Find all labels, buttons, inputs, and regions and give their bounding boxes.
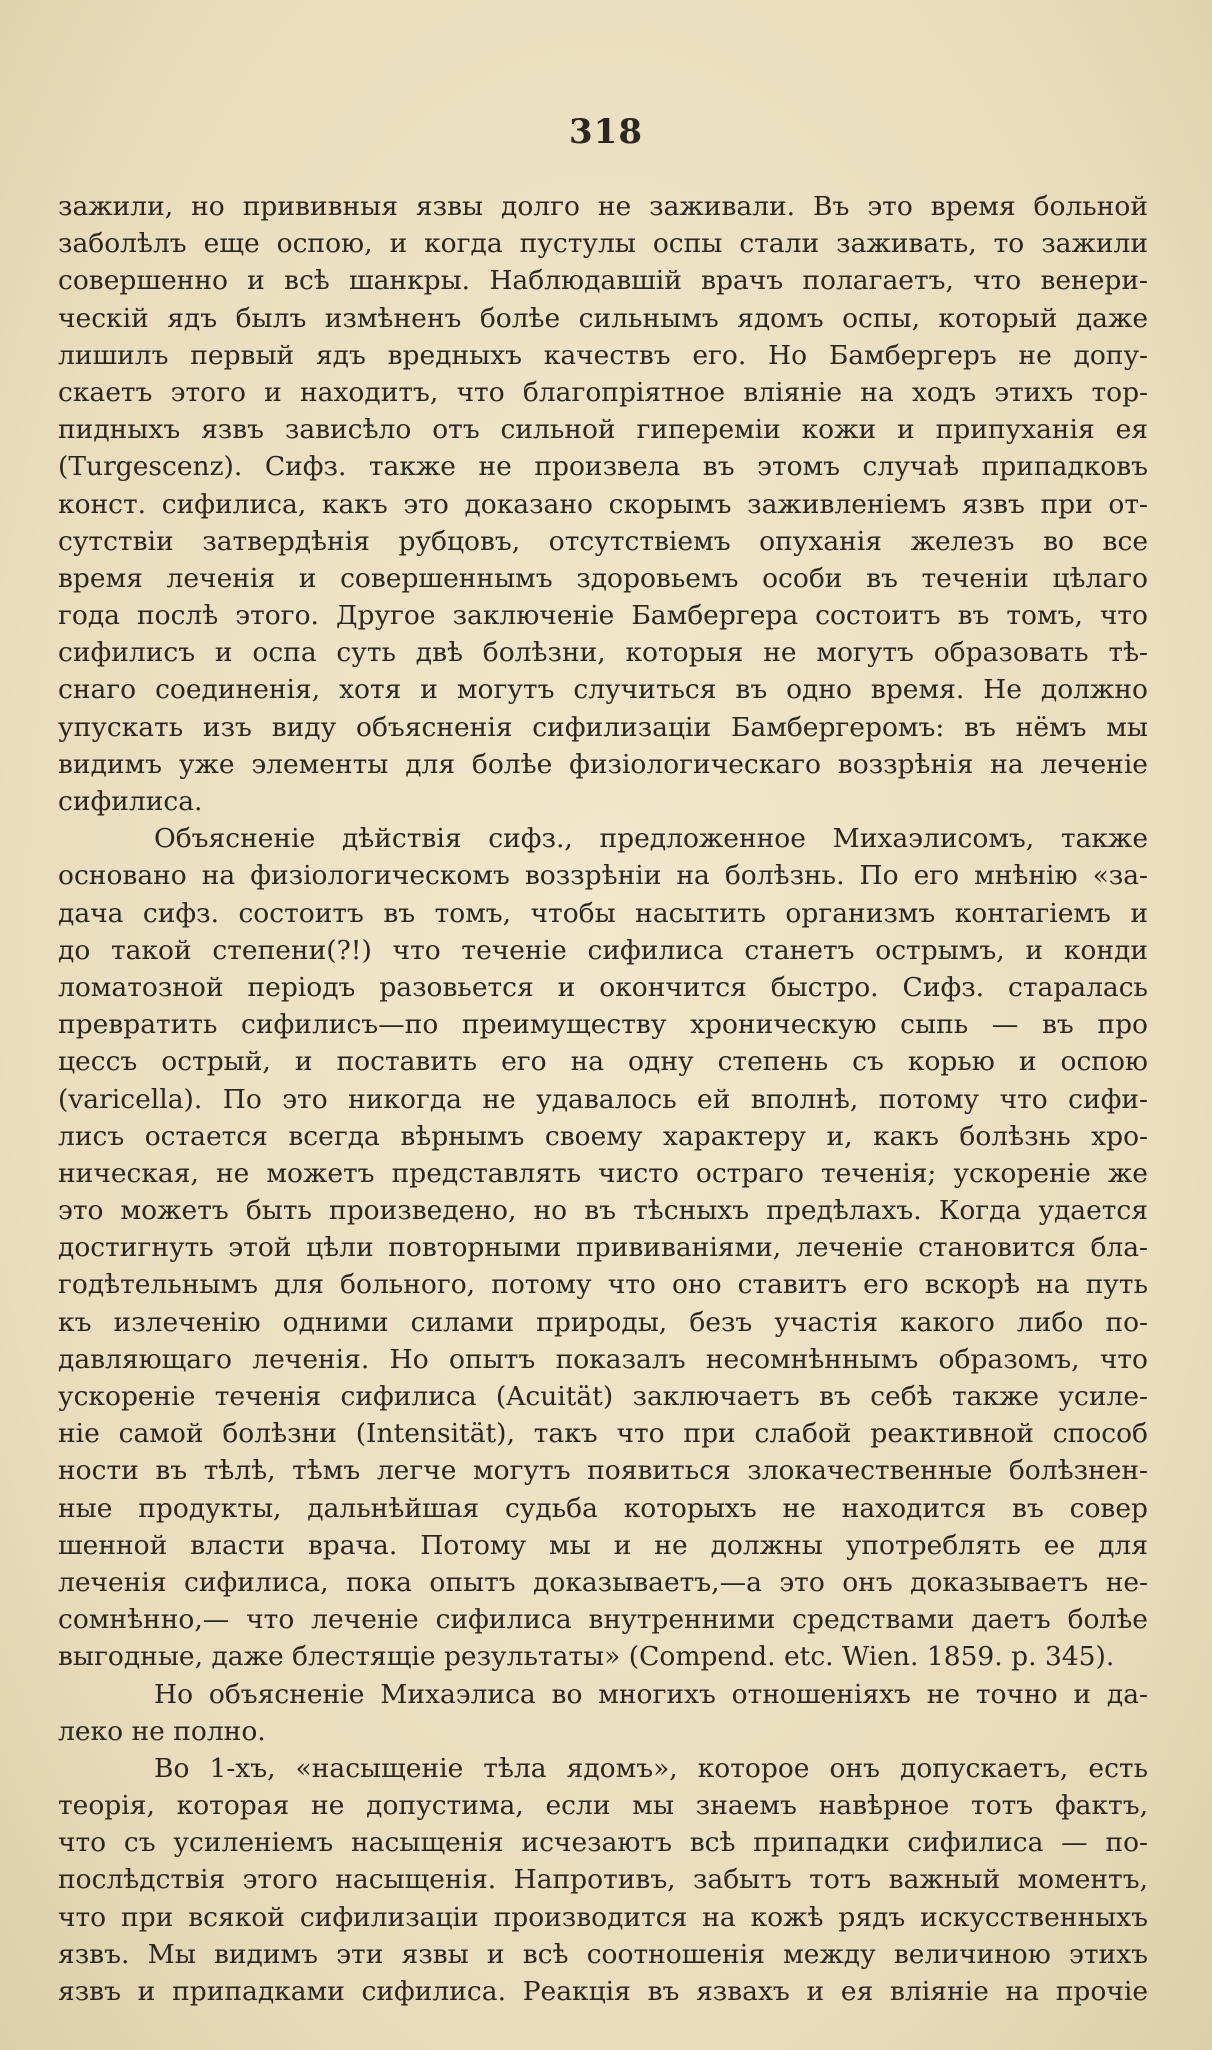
text-line: что съ усиленіемъ насыщенія исчезаютъ всѣ припадки сифилиса — по- (58, 1827, 1148, 1859)
text-line: цессъ острый, и поставить его на одну степень съ корью и оспою (58, 1046, 1148, 1078)
text-line: сифилисъ и оспа суть двѣ болѣзни, которыя не могутъ образовать тѣ- (58, 637, 1148, 669)
text-line: леченія сифилиса, пока опытъ доказываетъ,—а это онъ доказываетъ не- (58, 1566, 1148, 1598)
text-line: Но объясненіе Михаэлиса во многихъ отношеніяхъ не точно и да- (154, 1678, 1148, 1710)
text-line: язвъ и припадками сифилиса. Реакція въ язвахъ и ея вліяніе на прочіе (58, 1976, 1148, 2007)
text-line: давляющаго леченія. Но опытъ показалъ несомнѣннымъ образомъ, что (58, 1343, 1148, 1375)
text-line: лисъ остается всегда вѣрнымъ своему характеру и, какъ болѣзнь хро- (58, 1120, 1148, 1152)
text-line: ности въ тѣлѣ, тѣмъ легче могутъ появиться злокачественные болѣзнен- (58, 1455, 1148, 1487)
text-line: основано на физіологическомъ воззрѣніи на болѣзнь. По его мнѣнію «за- (58, 860, 1148, 892)
text-line: превратить сифилисъ—по преимуществу хроническую сыпь — въ про (58, 1009, 1148, 1041)
text-line: (varicella). По это никогда не удавалось ей вполнѣ, потому что сифи- (58, 1083, 1148, 1115)
text-line: ніе самой болѣзни (Intensität), такъ что при слабой реактивной способ (58, 1418, 1148, 1450)
text-line: ные продукты, дальнѣйшая судьба которыхъ не находится въ совер (58, 1492, 1148, 1524)
text-line: шенной власти врача. Потому мы и не должны употреблять ее для (58, 1529, 1148, 1561)
text-line: (Turgescenz). Сифз. также не произвела въ этомъ случаѣ припадковъ (58, 451, 1148, 483)
text-line: сомнѣнно,— что леченіе сифилиса внутренними средствами даетъ болѣе (58, 1604, 1148, 1636)
text-line: видимъ уже элементы для болѣе физіологическаго воззрѣнія на леченіе (58, 748, 1148, 780)
text-line: сутствіи затвердѣнія рубцовъ, отсутствіемъ опуханія железъ во все (58, 525, 1148, 557)
text-line: ническая, не можетъ представлять чисто остраго теченія; ускореніе же (58, 1157, 1148, 1189)
text-line: Во 1-хъ, «насыщеніе тѣла ядомъ», которое онъ допускаетъ, есть (154, 1752, 1148, 1784)
text-line: годѣтельнымъ для больного, потому что оно ставитъ его вскорѣ на путь (58, 1269, 1148, 1301)
text-line: ческій ядъ былъ измѣненъ болѣе сильнымъ ядомъ оспы, который даже (58, 302, 1148, 334)
text-line: леко не полно. (58, 1715, 266, 1747)
text-line: упускать изъ виду объясненія сифилизаціи Бамбергеромъ: въ нёмъ мы (58, 711, 1148, 743)
text-line: ломатозной періодъ разовьется и окончится быстро. Сифз. старалась (58, 971, 1148, 1003)
text-line: заболѣлъ еще оспою, и когда пустулы оспы стали заживать, то зажили (58, 228, 1148, 260)
text-line: выгодные, даже блестящіе результаты» (Compend. etc. Wien. 1859. p. 345). (58, 1641, 1115, 1673)
text-line: года послѣ этого. Другое заключеніе Бамбергера состоитъ въ томъ, что (58, 600, 1148, 632)
body-text (58, 188, 1148, 2010)
text-line: дача сифз. состоитъ въ томъ, чтобы насытить организмъ контагіемъ и (58, 897, 1148, 929)
text-line: пидныхъ язвъ зависѣло отъ сильной гипереміи кожи и припуханія ея (58, 414, 1148, 446)
text-line: лишилъ первый ядъ вредныхъ качествъ его. Но Бамбергеръ не допу- (58, 339, 1148, 371)
text-line: достигнуть этой цѣли повторными прививаніями, леченіе становится бла- (58, 1232, 1148, 1264)
text-line: время леченія и совершеннымъ здоровьемъ особи въ теченіи цѣлаго (58, 562, 1148, 594)
text-line: скаетъ этого и находитъ, что благопріятное вліяніе на ходъ этихъ тор- (58, 376, 1148, 408)
text-line: что при всякой сифилизаціи производится на кожѣ рядъ искусственныхъ (58, 1901, 1148, 1933)
text-line: совершенно и всѣ шанкры. Наблюдавшій врачъ полагаетъ, что венери- (58, 265, 1148, 297)
text-line: язвъ. Мы видимъ эти язвы и всѣ соотношенія между величиною этихъ (58, 1938, 1148, 1970)
text-line: теорія, которая не допустима, если мы знаемъ навѣрное тотъ фактъ, (58, 1790, 1148, 1822)
text-line: снаго соединенія, хотя и могутъ случиться въ одно время. Не должно (58, 674, 1148, 706)
text-line: зажили, но прививныя язвы долго не заживали. Въ это время больной (58, 191, 1148, 222)
text-line: ускореніе теченія сифилиса (Acuität) заключаетъ въ себѣ также усиле- (58, 1381, 1148, 1412)
text-line: Объясненіе дѣйствія сифз., предложенное Михаэлисомъ, также (154, 823, 1148, 855)
text-line: послѣдствія этого насыщенія. Напротивъ, забытъ тотъ важный моментъ, (58, 1864, 1148, 1896)
text-line: до такой степени(?!) что теченіе сифилиса станетъ острымъ, и конди (58, 934, 1148, 966)
text-line: сифилиса. (58, 786, 203, 817)
text-line: это можетъ быть произведено, но въ тѣсныхъ предѣлахъ. Когда удается (58, 1195, 1148, 1227)
text-line: къ излеченію одними силами природы, безъ участія какого либо по- (58, 1306, 1148, 1338)
page-number: 318 (569, 112, 643, 152)
text-line: конст. сифилиса, какъ это доказано скорымъ заживленіемъ язвъ при от- (58, 488, 1148, 520)
